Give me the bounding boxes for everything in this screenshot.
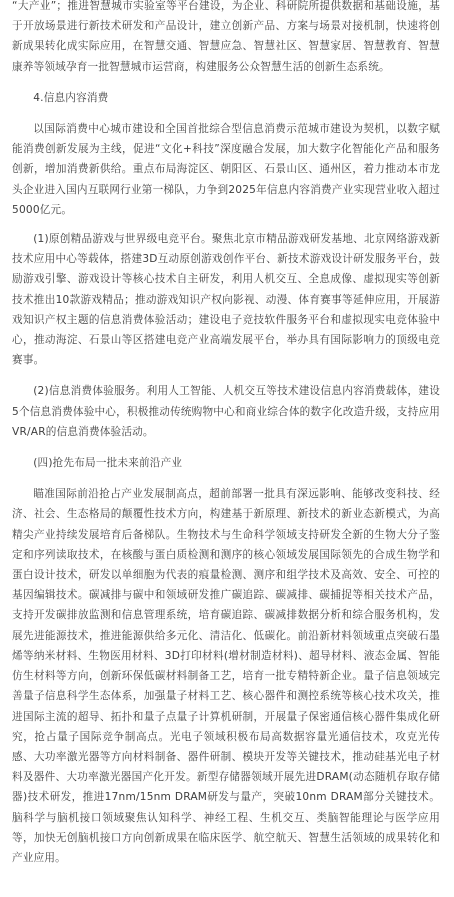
paragraph-frontier-technologies: 瞄准国际前沿抢占产业发展制高点，超前部署一批具有深远影响、能够改变科技、经济、社会、生态格局的颠覆性技术方向，构建基于新原理、新技术的新业态新模式，为高精尖产业持续发展培育后备梯队。生物技术与生命科学领域支持研发全新的生物大分子鉴定和序列读取技术，在核酸与蛋白质检测和测序的核心领域发展国际领先的合成生物学和蛋白设计技术，研发以单细胞为代表的痕量检测、测序和组学技术及高效、安全、可控的基因编辑技术。碳减排与碳中和领域研发推广碳追踪、碳减排、碳捕捉等相关技术产品，支持开发碳排放监测和信息管理系统，培育碳追踪、碳减排数据分析和综合服务机构，发展先进能源技术，推进能源供给多元化、清洁化、低碳化。前沿新材料领域重点突破石墨烯等纳米材料、生物医用材料、3D打印材料(增材制造材料)、超导材料、液态金属、智能仿生材料等方向，创新环保低碳材料制备工艺，培育一批专精特新企业。量子信息领域完善量子信息科学生态体系，加强量子材料工艺、核心器件和测控系统等核心技术攻关，推进国际主流的超导、拓扑和量子点量子计算机研制，开展量子保密通信核心器件集成化研究，抢占量子国际竞争制高点。光电子领域积极布局高数据容量光通信技术，攻克光传感、大功率激光器等方向材料制备、器件研制、模块开发等关键技术，推动硅基光电子材料及器件、大功率激光器国产化开发。新型存储器领域开展先进DRAM(动态随机存取存储器)技术研发，推进17nm/15nm DRAM研发与量产，突破10nm DRAM部分关键技术。脑科学与脑机接口领域聚焦认知科学、神经工程、生机交互、类脑智能理论与医学应用等，加快无创脑机接口方向创新成果在临床医学、航空航天、智慧生活领域的成果转化和产业应用。 xyxy=(12,488,440,864)
paragraph-information-consumption-overview: 以国际消费中心城市建设和全国首批综合型信息消费示范城市建设为契机，以数字赋能消费创新发展为主线，促进“文化+科技”深度融合发展，加大数字化智能化产品和服务创新，增加消费新供给。重点布局海淀区、朝阳区、石景山区、通州区，着力推动本市龙头企业进入国内互联网行业第一梯队，力争到2025年信息内容消费产业实现营业收入超过5000亿元。 xyxy=(12,123,440,216)
paragraph-smart-city-ecosystem: “大产业”；推进智慧城市实验室等平台建设，为企业、科研院所提供数据和基础设施，基于开放场景进行新技术研发和产品设计，建立创新产品、方案与场景对接机制，快速将创新成果转化成实际应用，在智慧交通、智慧应急、智慧社区、智慧家居、智慧教育、智慧康养等领域孕育一批智慧城市运营商，构建服务公众智慧生活的创新生态系统。 xyxy=(12,0,440,73)
section-heading-future-frontier-industries: (四)抢先布局一批未来前沿产业 xyxy=(33,457,183,470)
paragraph-games-and-esports: (1)原创精品游戏与世界级电竞平台。聚焦北京市精品游戏研发基地、北京网络游戏新技术应用中心等载体，搭建3D互动原创游戏创作平台、新技术游戏设计研发服务平台，鼓励游戏引擎、游戏设计等核心技术自主研发，利用人机交互、全息成像、虚拟现实等创新技术推出10款游戏精品；推动游戏知识产权向影视、动漫、体育赛事等延伸应用，开展游戏知识产权主题的信息消费体验活动；建设电子竞技软件服务平台和虚拟现实电竞体验中心，推动海淀、石景山等区搭建电竞产业高端发展平台，举办具有国际影响力的顶级电竞赛事。 xyxy=(12,233,440,367)
section-heading-information-content-consumption: 4.信息内容消费 xyxy=(33,91,109,104)
paragraph-consumption-experience-services: (2)信息消费体验服务。利用人工智能、人机交互等技术建设信息内容消费载体，建设5个信息消费体验中心，积极推动传统购物中心和商业综合体的数字化改造升级，支持应用VR/AR的信息消费体验活动。 xyxy=(12,385,440,438)
